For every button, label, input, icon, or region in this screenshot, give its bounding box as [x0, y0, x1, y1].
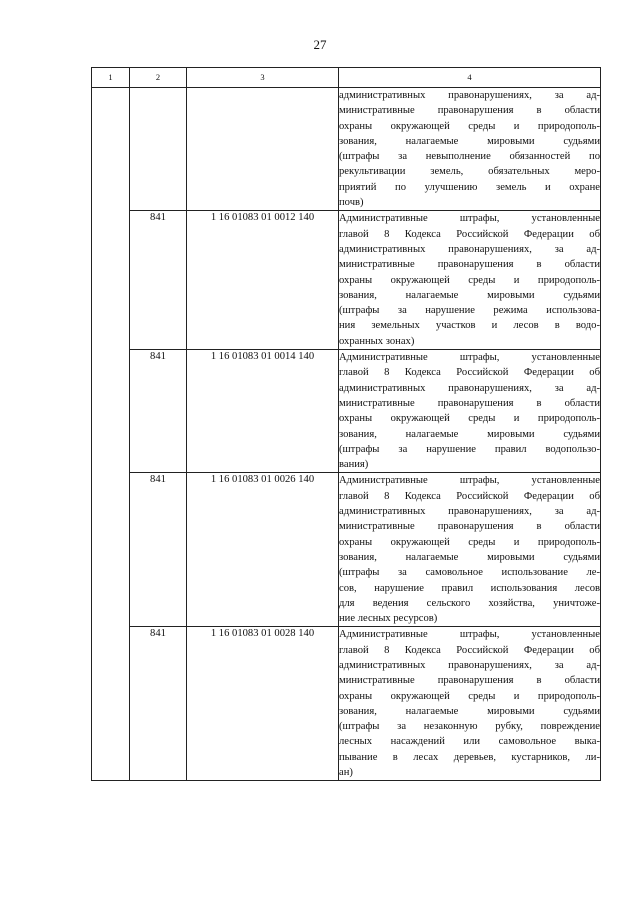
column-header-3: 3 [187, 68, 339, 88]
description-line: министративные правонарушения в области [339, 675, 600, 687]
description-line: для ведения сельского хозяйства, уничтоже- [339, 597, 600, 609]
kbk-cell [187, 88, 339, 211]
description-cell [339, 627, 601, 781]
description-line: сов, нарушение правил использования лесов [339, 582, 600, 594]
description-line: (штрафы за нарушение режима использова- [339, 305, 600, 317]
column-1-merged-cell [92, 88, 130, 781]
table-row [92, 473, 601, 627]
description-line: министративные правонарушения в области [339, 105, 600, 117]
description-line: главой 8 Кодекса Российской Федерации об [339, 367, 600, 379]
description-line: Административные штрафы, установленные [339, 213, 600, 225]
admin-code-cell: 841 [130, 211, 187, 350]
description-line: пывание в лесах деревьев, кустарников, ли- [339, 751, 600, 763]
kbk-cell: 1 16 01083 01 0014 140 [187, 350, 339, 473]
description-line: ния земельных участков и лесов в водо- [339, 320, 600, 332]
description-line: административных правонарушениях, за ад- [339, 659, 600, 671]
description-line: зования, налагаемые мировыми судьями [339, 551, 600, 563]
description-line: приятий по улучшению земель и охране [339, 181, 600, 193]
description-line: зования, налагаемые мировыми судьями [339, 428, 600, 440]
column-header-1: 1 [92, 68, 130, 88]
description-line: Административные штрафы, установленные [339, 352, 600, 364]
description-line: почв) [339, 197, 364, 209]
kbk-cell: 1 16 01083 01 0012 140 [187, 211, 339, 350]
description-line: рекультивации земель, обязательных меро- [339, 166, 600, 178]
admin-code-cell: 841 [130, 350, 187, 473]
description-line: административных правонарушениях, за ад- [339, 90, 600, 101]
table-header-row [92, 68, 601, 88]
table-row [92, 627, 601, 781]
kbk-cell: 1 16 01083 01 0028 140 [187, 627, 339, 781]
kbk-cell: 1 16 01083 01 0026 140 [187, 473, 339, 627]
description-line: министративные правонарушения в области [339, 259, 600, 271]
description-line: охраны окружающей среды и природополь- [339, 120, 600, 132]
description-line: административных правонарушениях, за ад- [339, 243, 600, 255]
description-line: главой 8 Кодекса Российской Федерации об [339, 644, 600, 656]
description-line: главой 8 Кодекса Российской Федерации об [339, 490, 600, 502]
description-line: зования, налагаемые мировыми судьями [339, 135, 600, 147]
description-line: (штрафы за самовольное использование ле- [339, 567, 600, 579]
admin-code-cell: 841 [130, 627, 187, 781]
description-line: министративные правонарушения в области [339, 521, 600, 533]
description-line: административных правонарушениях, за ад- [339, 382, 600, 394]
budget-codes-table [91, 67, 601, 781]
table-row [92, 211, 601, 350]
description-line: (штрафы за незаконную рубку, повреждение [339, 721, 600, 733]
description-line: (штрафы за невыполнение обязанностей по [339, 151, 600, 163]
admin-code-cell [130, 88, 187, 211]
column-header-2: 2 [130, 68, 187, 88]
description-line: зования, налагаемые мировыми судьями [339, 705, 600, 717]
page-number: 27 [313, 37, 327, 52]
description-line: ние лесных ресурсов) [339, 613, 438, 625]
description-cell [339, 88, 601, 211]
description-cell [339, 473, 601, 627]
admin-code-cell: 841 [130, 473, 187, 627]
description-line: зования, налагаемые мировыми судьями [339, 289, 600, 301]
description-line: лесных насаждений или самовольное выка- [339, 736, 600, 748]
description-line: охраны окружающей среды и природополь- [339, 413, 600, 425]
column-header-4: 4 [339, 68, 601, 88]
description-line: Административные штрафы, установленные [339, 629, 600, 641]
description-line: Административные штрафы, установленные [339, 475, 600, 487]
description-line: министративные правонарушения в области [339, 397, 600, 409]
description-cell [339, 211, 601, 350]
description-cell [339, 350, 601, 473]
description-line: административных правонарушениях, за ад- [339, 506, 600, 518]
description-line: охранных зонах) [339, 335, 415, 347]
description-line: охраны окружающей среды и природополь- [339, 690, 600, 702]
description-line: (штрафы за нарушение правил водопользо- [339, 443, 600, 455]
description-line: охраны окружающей среды и природополь- [339, 274, 600, 286]
table-row [92, 350, 601, 473]
table-row-continuation [92, 88, 601, 211]
description-line: ан) [339, 767, 353, 779]
description-line: охраны окружающей среды и природополь- [339, 536, 600, 548]
description-line: главой 8 Кодекса Российской Федерации об [339, 228, 600, 240]
description-line: вания) [339, 459, 369, 471]
